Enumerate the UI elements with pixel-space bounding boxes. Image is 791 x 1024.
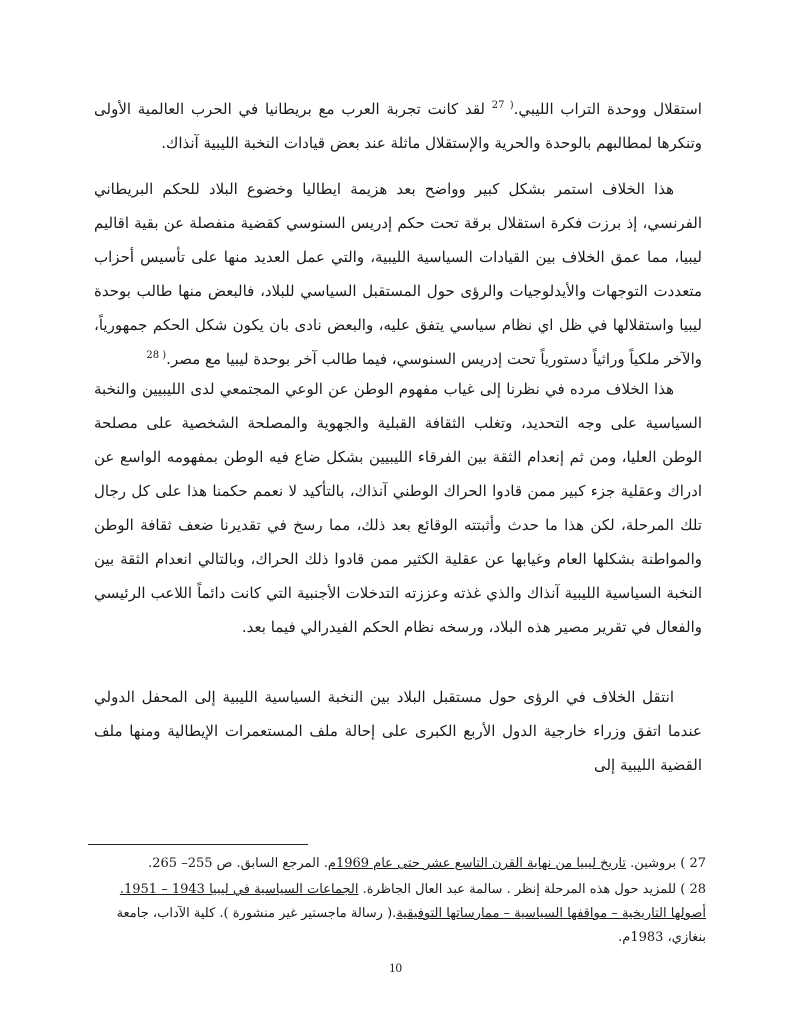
paragraph-4: انتقل الخلاف في الرؤى حول مستقبل البلاد بين النخبة السياسية الليبية إلى المحفل الدولي عندما اتفق وزراء خارجية الدول الأربع الكبرى على إحالة ملف المستعمرات الإيطالية ومنها ملف القضية الليبية إلى: [94, 688, 702, 774]
footnote-title: تاريخ ليبيا من نهاية القرن التاسع عشر حتى عام 1969م: [327, 856, 627, 871]
footnote-intro: للمزيد حول هذه المرحلة إنظر . سالمة عبد العال الجاظرة.: [362, 882, 677, 897]
footnote-ref-27[interactable]: ( 27: [491, 100, 514, 111]
footnote-separator: [88, 844, 308, 845]
paragraph-3: هذا الخلاف مرده في نظرنا إلى غياب مفهوم الوطن عن الوعي المجتمعي لدى الليبيين والنخبة السياسية على وجه التحديد، وتغلب الثقافة القبلية والجهوية والمصلحة الشخصية على مصلحة الوطن العليا، ومن ثم إنعدام الثقة بين الفرقاء الليبيين بشكل ضاع فيه الوطن بمفهومه الواسع عن ادراك وعقلية جزء كبير ممن قادوا الحراك الوطني آنذاك، بالتأكيد لا نعمم حكمنا هذا على كل رجال تلك المرحلة، لكن هذا ما حدث وأثبتته الوقائع بعد ذلك، مما رسخ في تقديرنا ضعف ثقافة الوطن والمواطنة بشكلها العام وغيابها عن عقلية الكثير ممن قادوا ذلك الحراك، وبالتالي انعدام الثقة بين النخبة السياسية الليبية آنذاك والذي غذته وعززته التدخلات الأجنبية التي كانت دائماً اللاعب الرئيسي والفعال في تقرير مصير هذه البلاد، ورسخه نظام الحكم الفيدرالي فيما بعد.: [94, 380, 702, 636]
paragraph-2: هذا الخلاف استمر بشكل كبير وواضح بعد هزيمة ايطاليا وخضوع البلاد للحكم البريطاني الفرنسي، إذ برزت فكرة استقلال برقة تحت حكم إدريس السنوسي كقضية منفصلة عن بقية اقاليم ليبيا، مما عمق الخلاف بين القيادات السياسية الليبية، والتي عمل العديد منها على تأسيس أحزاب متعددت التوجهات والأيدلوجيات والرؤى حول المستقبل السياسي للبلاد، فالبعض منها طالب بوحدة ليبيا واستقلالها في ظل اي نظام سياسي يتفق عليه، والبعض نادى بان يكون شكل الحكم جمهورياً، والآخر ملكياً وراثياً دستورياً تحت إدريس السنوسي، فيما طالب آخر بوحدة ليبيا مع مصر.$^{( 28}$: [94, 180, 702, 368]
footnote-ref-28[interactable]: ( 28: [146, 350, 167, 361]
footnote-number: 27: [689, 856, 706, 871]
page-number: 10: [389, 960, 402, 975]
footnote-28: 28 ) للمزيد حول هذه المرحلة إنظر . سالمة عبد العال الجاظرة. الجماعات السياسية في ليبيا 1943 – 1951. أصولها التاريخية – مواقفها السياسية – ممارساتها التوفيقية.( رسالة ماجستير غير منشورة ). كلية الآداب، جامعة بنغازي، 1983م.: [116, 882, 706, 945]
paragraph-1: استقلال ووحدة التراب الليبي.$^{( 27}$ لقد كانت تجربة العرب مع بريطانيا في الحرب العالمية الأولى وتنكرها لمطالبهم بالوحدة والحرية والإستقلال ماثلة عند بعض قيادات النخبة الليبية آنذاك.: [94, 100, 702, 152]
footnote-number: 28: [689, 882, 706, 897]
footnote-27: 27 ) بروشين. تاريخ ليبيا من نهاية القرن التاسع عشر حتى عام 1969م. المرجع السابق. ص 255– 265.: [148, 856, 706, 871]
footnote-author: بروشين.: [630, 856, 677, 871]
footnote-title: الجماعات السياسية في ليبيا 1943 – 1951. أصولها التاريخية – مواقفها السياسية – ممارساتها التوفيقية: [119, 882, 706, 921]
